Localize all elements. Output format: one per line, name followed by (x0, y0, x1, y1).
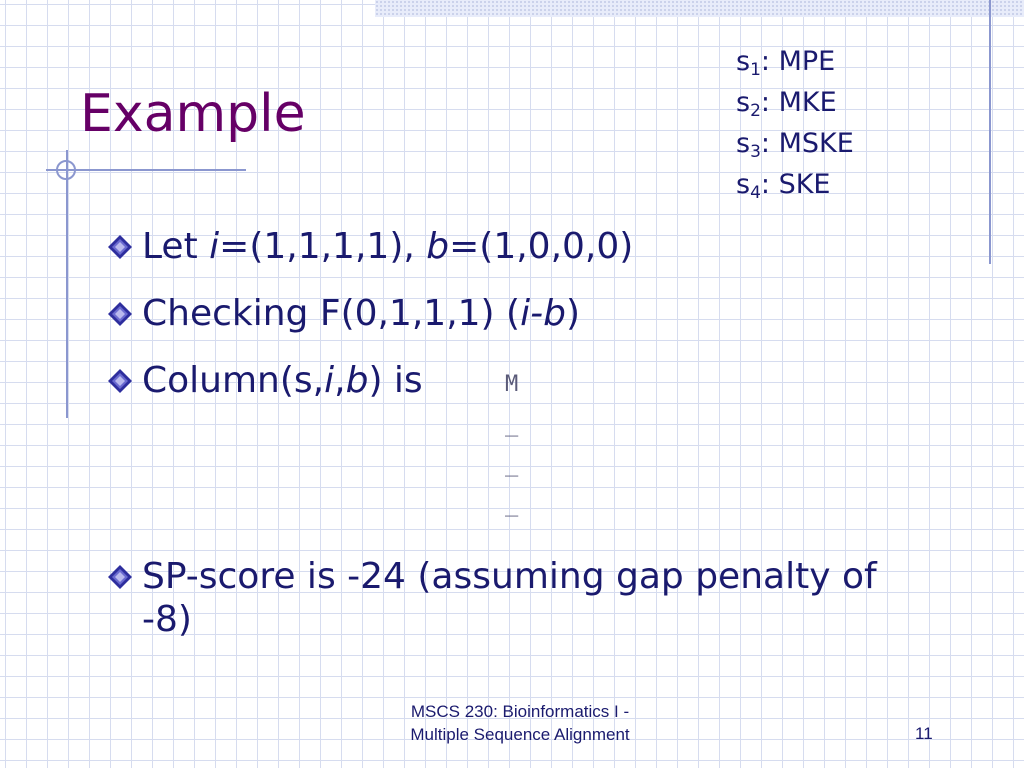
sequence-item (736, 167, 854, 208)
sequence-index: 2 (750, 101, 761, 121)
diamond-bullet-icon (104, 359, 136, 402)
text-segment: - (530, 293, 544, 334)
sequence-item (736, 44, 854, 85)
var-i: i (520, 293, 531, 334)
decor-vertical-line-left (66, 150, 68, 418)
bullet-text (142, 292, 580, 335)
text-segment: , (334, 360, 346, 401)
column-cell: _ (505, 412, 519, 437)
column-cell: M (505, 372, 519, 397)
text-segment: ) is (368, 360, 423, 401)
sequence-item (736, 126, 854, 167)
bullet-text: SP-score is -24 (assuming gap penalty of -8) (142, 556, 877, 641)
sequence-item (736, 85, 854, 126)
footer-line-1: MSCS 230: Bioinformatics I - (410, 702, 630, 721)
sequence-value: : MSKE (760, 128, 854, 159)
alignment-column (505, 370, 518, 530)
text-segment: ) (565, 293, 581, 334)
column-cell: _ (505, 492, 519, 517)
sequence-value: : SKE (760, 169, 831, 200)
sequence-value: : MPE (760, 46, 836, 77)
page-number: 11 (915, 724, 933, 743)
text-segment: Let (142, 226, 210, 267)
bullet-text (142, 225, 633, 268)
sequence-value: : MKE (760, 87, 837, 118)
text-segment: =(1,0,0,0) (449, 226, 634, 267)
bullet-checking (104, 292, 580, 335)
diamond-bullet-icon (104, 555, 136, 598)
slide-title: Example (80, 84, 306, 144)
sequence-name: s (736, 87, 751, 118)
top-decorative-band (375, 0, 1024, 17)
sequence-name: s (736, 46, 751, 77)
var-i: i (324, 360, 335, 401)
diamond-bullet-icon (104, 225, 136, 268)
text-segment: Checking F(0,1,1,1) ( (142, 293, 521, 334)
bullet-let (104, 225, 633, 268)
ring-decoration-icon (56, 160, 76, 180)
bullet-column (104, 359, 423, 402)
sequence-index: 4 (750, 183, 761, 203)
sequence-name: s (736, 169, 751, 200)
diamond-bullet-icon (104, 292, 136, 335)
decor-horizontal-line (46, 169, 246, 171)
footer-course-title (385, 700, 655, 746)
var-b: b (543, 293, 566, 334)
text-segment: =(1,1,1,1), (219, 226, 427, 267)
text-segment: Column(s, (142, 360, 325, 401)
var-i: i (209, 226, 220, 267)
column-cell: _ (505, 452, 519, 477)
sequence-index: 1 (750, 60, 761, 80)
sequence-index: 3 (750, 142, 761, 162)
var-b: b (345, 360, 369, 401)
sequence-name: s (736, 128, 751, 159)
bullet-text (142, 359, 423, 402)
bullet-sp-score (104, 555, 922, 641)
var-b: b (426, 226, 450, 267)
footer-line-2: Multiple Sequence Alignment (410, 725, 630, 744)
sequence-list (736, 44, 854, 208)
decor-vertical-line-right (989, 0, 991, 264)
